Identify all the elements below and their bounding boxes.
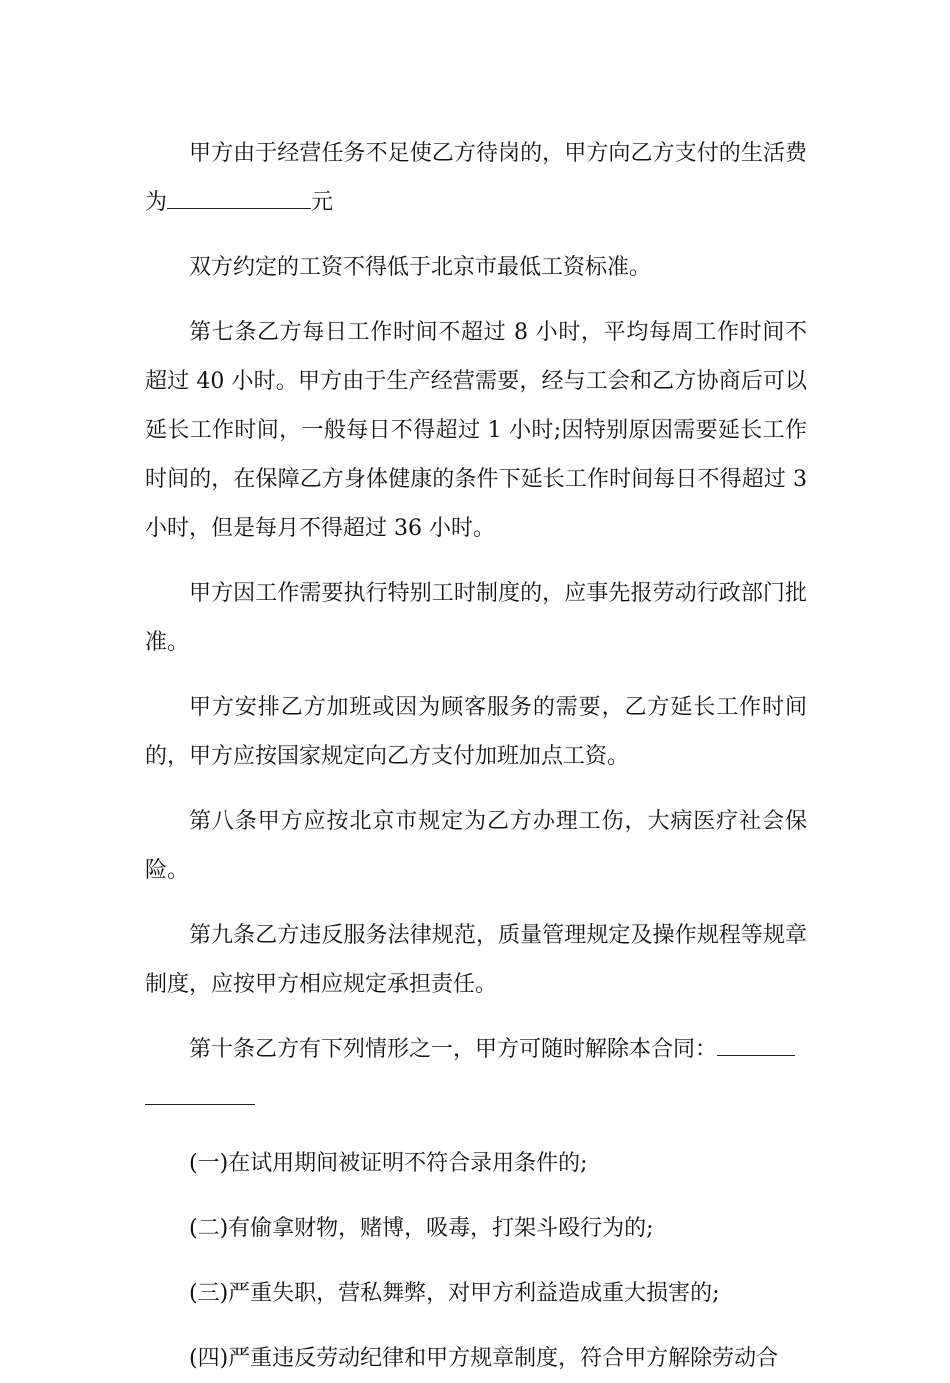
- fill-in-blank: [717, 1054, 795, 1056]
- paragraph-article-9: 第九条乙方违反服务法律规范，质量管理规定及操作规程等规章制度，应按甲方相应规定承担责任。: [145, 923, 807, 997]
- paragraph-article-10: [145, 1025, 807, 1074]
- paragraph-text: 第十条乙方有下列情形之一，甲方可随时解除本合同：: [189, 1037, 718, 1062]
- paragraph-article-8: 第八条甲方应按北京市规定为乙方办理工伤，大病医疗社会保险。: [145, 809, 807, 883]
- paragraph-standby-allowance: [145, 129, 807, 227]
- paragraph-special-hours: 甲方因工作需要执行特别工时制度的，应事先报劳动行政部门批准。: [145, 581, 807, 655]
- document-body: [145, 129, 807, 1383]
- paragraph-minimum-wage: 双方约定的工资不得低于北京市最低工资标准。: [189, 255, 652, 280]
- list-item-3: (三)严重失职，营私舞弊，对甲方利益造成重大损害的;: [189, 1281, 720, 1306]
- list-item-1: (一)在试用期间被证明不符合录用条件的;: [189, 1151, 588, 1176]
- fill-in-blank-line: [145, 1074, 807, 1123]
- list-item-4: (四)严重违反劳动纪律和甲方规章制度，符合甲方解除劳动合: [189, 1346, 779, 1371]
- list-item-2: (二)有偷拿财物，赌博，吸毒，打架斗殴行为的;: [189, 1216, 654, 1241]
- paragraph-text: 元: [311, 190, 334, 215]
- paragraph-article-7: 第七条乙方每日工作时间不超过 8 小时，平均每周工作时间不超过 40 小时。甲方由于生产经营需要，经与工会和乙方协商后可以延长工作时间，一般每日不得超过 1 小时;因特别原因需要延长工作时间的，在保障乙方身体健康的条件下延长工作时间每日不得超过 3 小时，但是每月不得超过 36 小时。: [145, 320, 807, 541]
- paragraph-text: 甲方由于经营任务不足使乙方待岗的，甲方向乙方支付的生活费为: [145, 141, 807, 215]
- paragraph-overtime-pay: 甲方安排乙方加班或因为顾客服务的需要，乙方延长工作时间的，甲方应按国家规定向乙方支付加班加点工资。: [145, 695, 807, 769]
- fill-in-blank: [167, 207, 311, 209]
- fill-in-blank: [145, 1103, 255, 1105]
